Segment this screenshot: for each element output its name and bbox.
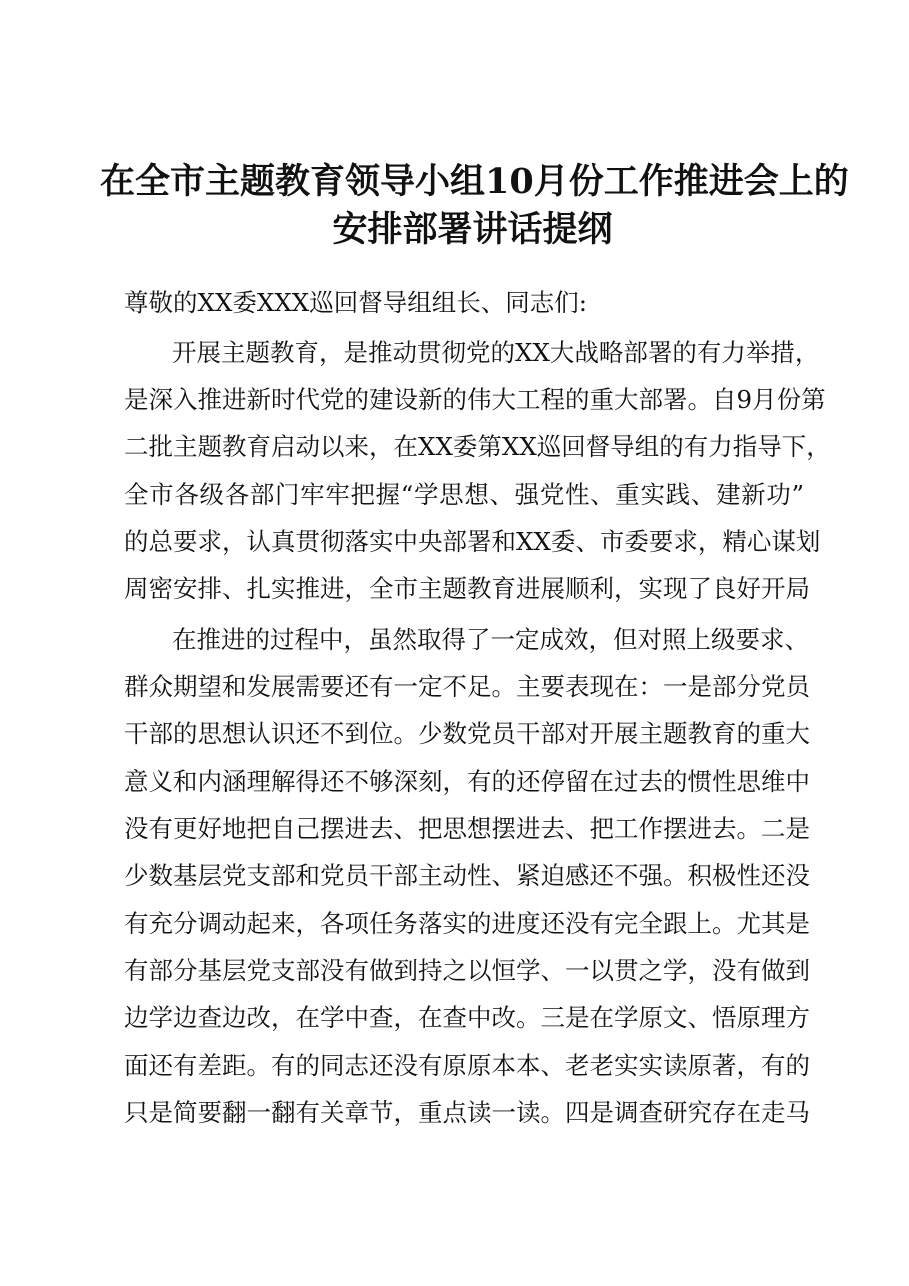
paragraph-2-line: 干部的思想认识还不到位。少数党员干部对开展主题教育的重大 xyxy=(124,719,810,748)
paragraph-2-line: 有充分调动起来，各项任务落实的进度还没有完全跟上。尤其是 xyxy=(124,909,810,938)
paragraph-1-line: 开展主题教育，是推动贯彻党的XX大战略部署的有力举措， xyxy=(172,338,820,367)
paragraph-2-line: 边学边查边改，在学中查，在查中改。三是在学原文、悟原理方 xyxy=(124,1003,810,1032)
paragraph-2-line: 意义和内涵理解得还不够深刻，有的还停留在过去的惯性思维中 xyxy=(124,767,810,796)
paragraph-1-line: 的总要求，认真贯彻落实中央部署和XX委、市委要求，精心谋划 xyxy=(124,527,821,556)
document-title-line-2: 安排部署讲话提纲 xyxy=(332,209,613,250)
paragraph-1-line: 周密安排、扎实推进，全市主题教育进展顺利，实现了良好开局 xyxy=(124,574,810,603)
paragraph-2-line: 少数基层党支部和党员干部主动性、紧迫感还不强。积极性还没 xyxy=(124,861,810,890)
paragraph-1-line: 全市各级各部门牢牢把握“学思想、强党性、重实践、建新功” xyxy=(124,480,804,509)
paragraph-1-line: 二批主题教育启动以来，在XX委第XX巡回督导组的有力指导下， xyxy=(124,432,831,461)
paragraph-2-line: 面还有差距。有的同志还没有原原本本、老老实实读原著，有的 xyxy=(124,1051,810,1080)
paragraph-2-line: 只是简要翻一翻有关章节，重点读一读。四是调查研究存在走马 xyxy=(124,1098,810,1127)
salutation: 尊敬的XX委XXX巡回督导组组长、同志们: xyxy=(124,288,587,317)
paragraph-1-line: 是深入推进新时代党的建设新的伟大工程的重大部署。自9月份第 xyxy=(124,385,826,414)
paragraph-2-line: 有部分基层党支部没有做到持之以恒学、一以贯之学，没有做到 xyxy=(124,956,810,985)
paragraph-2-line: 在推进的过程中，虽然取得了一定成效，但对照上级要求、 xyxy=(172,625,809,654)
paragraph-2-line: 群众期望和发展需要还有一定不足。主要表现在：一是部分党员 xyxy=(124,672,810,701)
document-title-line-1: 在全市主题教育领导小组10月份工作推进会上的 xyxy=(100,161,849,202)
paragraph-2-line: 没有更好地把自己摆进去、把思想摆进去、把工作摆进去。二是 xyxy=(124,814,810,843)
